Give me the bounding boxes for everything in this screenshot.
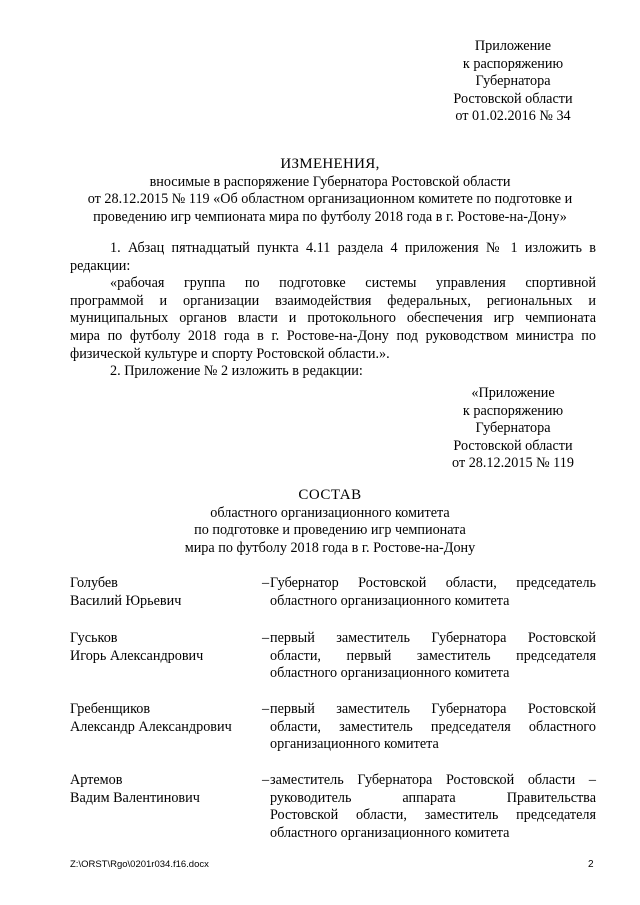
quote-line: «рабочая группа по подготовке системы управления спортивной — [110, 275, 596, 292]
item-1-line: редакции: — [70, 257, 131, 274]
member-name — [70, 630, 260, 665]
appendix2-line: от 28.12.2015 № 119 — [452, 455, 574, 472]
member-name — [70, 575, 260, 610]
appendix-header — [408, 38, 618, 126]
footer-file-path: Z:\ORST\Rgo\0201r034.f16.docx — [70, 859, 209, 870]
composition-heading: СОСТАВ — [298, 487, 362, 503]
quote-line: муниципальных органов власти и протокольного обеспечения игр чемпионата — [70, 310, 596, 327]
item-1 — [70, 240, 596, 258]
appendix2-line: к распоряжению — [462, 402, 564, 419]
footer-page-number: 2 — [588, 859, 594, 870]
role-line: организационного комитета — [270, 736, 439, 753]
changes-title-line: вносимые в распоряжение Губернатора Ростовской области — [149, 173, 511, 190]
role-line: областного организационного комитета — [270, 592, 510, 609]
role-line: заместитель Губернатора Ростовской области – — [270, 772, 596, 788]
item-1-quote — [70, 275, 596, 363]
role-line: области, заместитель председателя областного — [270, 718, 596, 735]
changes-heading: ИЗМЕНЕНИЯ, — [280, 156, 380, 172]
appendix-line: от 01.02.2016 № 34 — [455, 108, 571, 125]
member-dash: – — [262, 701, 270, 717]
member-role — [270, 630, 596, 683]
item-2: 2. Приложение № 2 изложить в редакции: — [110, 363, 363, 380]
appendix2-line: Губернатора — [475, 420, 551, 437]
appendix2-line: Ростовской области — [453, 437, 573, 454]
member-given-names: Александр Александрович — [70, 718, 232, 735]
quote-line: мира по футболу 2018 года в г. Ростове-на-Дону под руководством министра по — [70, 327, 596, 344]
member-name — [70, 772, 260, 807]
changes-title-line: проведению игр чемпионата мира по футболу 2018 года в г. Ростове-на-Дону» — [93, 208, 567, 225]
role-line: первый заместитель Губернатора Ростовской — [270, 630, 596, 646]
appendix-line: Приложение — [474, 38, 552, 54]
member-dash: – — [262, 575, 270, 591]
member-surname: Голубев — [70, 575, 118, 591]
role-line: первый заместитель Губернатора Ростовской — [270, 701, 596, 717]
member-role — [270, 575, 596, 610]
member-dash: – — [262, 772, 270, 788]
member-given-names: Вадим Валентинович — [70, 789, 200, 806]
member-surname: Артемов — [70, 772, 123, 788]
appendix2-line: «Приложение — [471, 385, 555, 401]
quote-line: физической культуре и спорту Ростовской области.». — [70, 345, 390, 362]
member-surname: Гуськов — [70, 630, 118, 646]
appendix-line: Губернатора — [475, 73, 551, 90]
appendix2-header — [408, 385, 618, 473]
member-role — [270, 772, 596, 842]
appendix-line: Ростовской области — [453, 90, 573, 107]
member-dash: – — [262, 630, 270, 646]
member-surname: Гребенщиков — [70, 701, 151, 717]
changes-title — [60, 156, 600, 226]
composition-title-line: по подготовке и проведению игр чемпионата — [194, 522, 466, 539]
change-items — [70, 240, 596, 381]
role-line: Губернатор Ростовской области, председатель — [270, 575, 596, 591]
role-line: области, первый заместитель председателя — [270, 647, 596, 664]
role-line: областного организационного комитета — [270, 665, 510, 682]
composition-title-line: мира по футболу 2018 года в г. Ростове-на-Дону — [184, 539, 476, 556]
composition-title — [60, 487, 600, 557]
role-line: областного организационного комитета — [270, 824, 510, 841]
appendix-line: к распоряжению — [462, 55, 564, 72]
composition-title-line: областного организационного комитета — [210, 504, 450, 521]
role-line: руководитель аппарата Правительства — [270, 789, 596, 806]
member-given-names: Игорь Александрович — [70, 647, 204, 664]
member-role — [270, 701, 596, 754]
quote-line: программой и организации взаимодействия федеральных, региональных и — [70, 292, 596, 309]
member-given-names: Василий Юрьевич — [70, 592, 182, 609]
role-line: Ростовской области, заместитель председателя — [270, 807, 596, 824]
item-1-line: 1. Абзац пятнадцатый пункта 4.11 раздела 4 приложения № 1 изложить в — [110, 240, 596, 256]
changes-title-line: от 28.12.2015 № 119 «Об областном организационном комитете по подготовке и — [87, 191, 573, 208]
member-name — [70, 701, 260, 736]
